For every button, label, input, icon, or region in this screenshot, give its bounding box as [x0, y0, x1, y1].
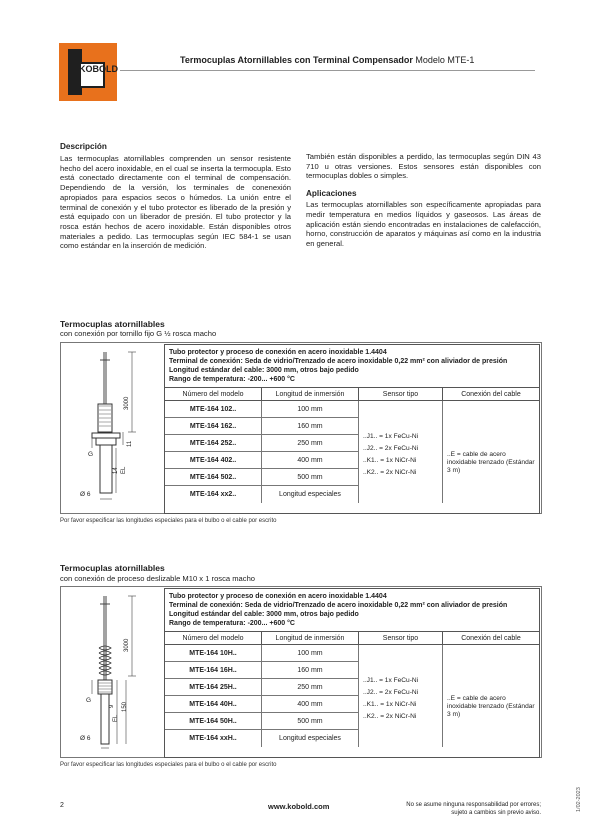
- section2-footnote: Por favor especificar las longitudes especiales para el bulbo o el cable por escrito: [60, 762, 277, 768]
- dim-el-1: EL: [121, 466, 127, 474]
- dim-t-1: 11: [127, 440, 133, 447]
- dim-cable-length-2: 3000: [124, 638, 130, 652]
- length-cell: 500 mm: [262, 713, 359, 730]
- model-cell: MTE-164 40H..: [165, 696, 262, 713]
- disclaimer-line-2: sujeto a cambios sin previo aviso.: [451, 810, 541, 816]
- section1-title: Termocuplas atornillables: [60, 319, 165, 329]
- model-cell: MTE-164 xxH..: [165, 730, 262, 747]
- length-cell: 100 mm: [262, 401, 359, 418]
- logo-text: KOBOLD: [79, 64, 118, 74]
- col-header-connection: Conexión del cable: [443, 632, 539, 645]
- kobold-logo: [59, 43, 117, 101]
- section2-subtitle: con conexión de proceso deslizable M10 x 1 rosca macho: [60, 574, 256, 583]
- model-cell: MTE-164 xx2..: [165, 486, 262, 503]
- col-header-connection: Conexión del cable: [443, 388, 539, 401]
- model-cell: MTE-164 25H..: [165, 679, 262, 696]
- col-header-length: Longitud de inmersión: [262, 388, 359, 401]
- sensor-j1: ..J1.. = 1x FeCu-Ni: [363, 433, 419, 440]
- head-line-3: Longitud estándar del cable: 3000 mm, otros bajo pedido: [169, 367, 359, 374]
- disclaimer: [365, 801, 541, 817]
- head-line-2: Terminal de conexión: Seda de vidrio/Trenzado de acero inoxidable 0,22 mm² con aliviador de presión: [169, 358, 508, 365]
- head-line-3: Longitud estándar del cable: 3000 mm, otros bajo pedido: [169, 611, 359, 618]
- length-cell: 160 mm: [262, 662, 359, 679]
- aplicaciones-text: Las termocuplas atornillables son específicamente apropiadas para medir temperatura en medios líquidos y gaseosos. Las áreas de aplicación están siendo encontradas en instalaciones de calefacción, horno, construcción de aparatos y máquinas así como en la industria en general.: [306, 200, 541, 248]
- col-header-length: Longitud de inmersión: [262, 632, 359, 645]
- sensor-j2: ..J2.. = 2x FeCu-Ni: [363, 689, 419, 696]
- website-link[interactable]: www.kobold.com: [268, 802, 330, 811]
- dim-diameter-2: Ø 6: [80, 735, 91, 742]
- dim-g-2: G: [86, 697, 92, 704]
- length-cell: 250 mm: [262, 435, 359, 452]
- descripcion-title: Descripción: [60, 142, 107, 151]
- sensor-k2: ..K2.. = 2x NiCr-Ni: [363, 713, 417, 720]
- disclaimer-line-1: No se asume ninguna responsabilidad por errores;: [406, 802, 541, 808]
- model-cell: MTE-164 50H..: [165, 713, 262, 730]
- page-title: [180, 55, 474, 65]
- sensor-drawing-2: [62, 588, 162, 756]
- length-cell: 100 mm: [262, 645, 359, 662]
- title-model: Modelo MTE-1: [412, 55, 475, 65]
- model-cell: MTE-164 102..: [165, 401, 262, 418]
- col-header-model: Número del modelo: [165, 632, 262, 645]
- sensor-j2: ..J2.. = 2x FeCu-Ni: [363, 445, 419, 452]
- col-header-model: Número del modelo: [165, 388, 262, 401]
- col-header-sensor: Sensor tipo: [359, 632, 443, 645]
- col-header-sensor: Sensor tipo: [359, 388, 443, 401]
- head-line-2: Terminal de conexión: Seda de vidrio/Trenzado de acero inoxidable 0,22 mm² con aliviador de presión: [169, 602, 508, 609]
- length-cell: 500 mm: [262, 469, 359, 486]
- section2-table-head: [165, 589, 539, 632]
- section2-table: [164, 588, 540, 758]
- connection-cell: ..E = cable de acero inoxidable trenzado (Estándar 3 m): [447, 451, 535, 474]
- head-line-1: Tubo protector y proceso de conexión en acero inoxidable 1.4404: [169, 593, 387, 600]
- dim-cable-length-1: 3000: [124, 396, 130, 410]
- section1-subtitle: con conexión por tornillo fijo G ½ rosca macho: [60, 329, 217, 338]
- dim-150-2: 150: [122, 701, 128, 712]
- head-line-4: Rango de temperatura: -200... +600 °C: [169, 620, 295, 627]
- head-line-4: Rango de temperatura: -200... +600 °C: [169, 376, 295, 383]
- sensor-k2: ..K2.. = 2x NiCr-Ni: [363, 469, 417, 476]
- length-cell: 400 mm: [262, 452, 359, 469]
- length-cell: 160 mm: [262, 418, 359, 435]
- sensor-type-cell: [359, 401, 443, 503]
- dim-diameter-1: Ø 6: [80, 491, 91, 498]
- model-cell: MTE-164 502..: [165, 469, 262, 486]
- length-cell: Longitud especiales: [262, 730, 359, 747]
- sensor-k1: ..K1.. = 1x NiCr-Ni: [363, 701, 417, 708]
- model-cell: MTE-164 162..: [165, 418, 262, 435]
- sensor-k1: ..K1.. = 1x NiCr-Ni: [363, 457, 417, 464]
- dim-9-2: 9: [109, 704, 115, 708]
- sensor-type-cell: [359, 645, 443, 747]
- head-line-1: Tubo protector y proceso de conexión en acero inoxidable 1.4404: [169, 349, 387, 356]
- aplicaciones-title: Aplicaciones: [306, 189, 357, 199]
- title-bold: Termocuplas Atornillables con Terminal Compensador: [180, 55, 413, 65]
- document-code: 1/02-2023: [576, 787, 582, 812]
- section1-table: [164, 344, 540, 514]
- dim-g-1: G: [88, 451, 94, 458]
- model-cell: MTE-164 402..: [165, 452, 262, 469]
- descripcion-text: Las termocuplas atornillables comprenden un sensor resistente hecho del acero inoxidable, en el cual se inserta la termocupla. Esto está conectado directamente con el terminal de compensación. Dependiendo de la versión, los terminales de conenexión apropiados para espacios secos o húmedos. La unión entre el terminal de conexión y el tubo protector es liberado de la presión y está equipado con un liberador de presión. El tubo protector y la rosca están hechos de acero inoxidable. Están disponibles otros materiales a pedido. Las termocuplas según IEC 584-1 se usan como estándar en la inserción de medición.: [60, 154, 291, 251]
- versions-text: También están disponibles a perdido, las termocuplas según DIN 43 710 u otras versiones. Estos sensores están disponibles con termocuplas dobles o simples.: [306, 152, 541, 181]
- connection-cell: ..E = cable de acero inoxidable trenzado (Estándar 3 m): [447, 695, 535, 718]
- length-cell: Longitud especiales: [262, 486, 359, 503]
- sensor-drawing-1: [62, 344, 162, 512]
- model-cell: MTE-164 16H..: [165, 662, 262, 679]
- length-cell: 400 mm: [262, 696, 359, 713]
- page-number: 2: [60, 802, 64, 809]
- dim-el-2: EL: [113, 714, 119, 722]
- model-cell: MTE-164 10H..: [165, 645, 262, 662]
- dim-14-1: 14: [113, 467, 119, 474]
- right-column: [306, 152, 541, 249]
- section2-title: Termocuplas atornillables: [60, 563, 165, 573]
- length-cell: 250 mm: [262, 679, 359, 696]
- header-divider: [120, 70, 535, 71]
- model-cell: MTE-164 252..: [165, 435, 262, 452]
- sensor-j1: ..J1.. = 1x FeCu-Ni: [363, 677, 419, 684]
- section1-footnote: Por favor especificar las longitudes especiales para el bulbo o el cable por escrito: [60, 518, 277, 524]
- section1-table-head: [165, 345, 539, 388]
- descripcion-section: [60, 142, 291, 251]
